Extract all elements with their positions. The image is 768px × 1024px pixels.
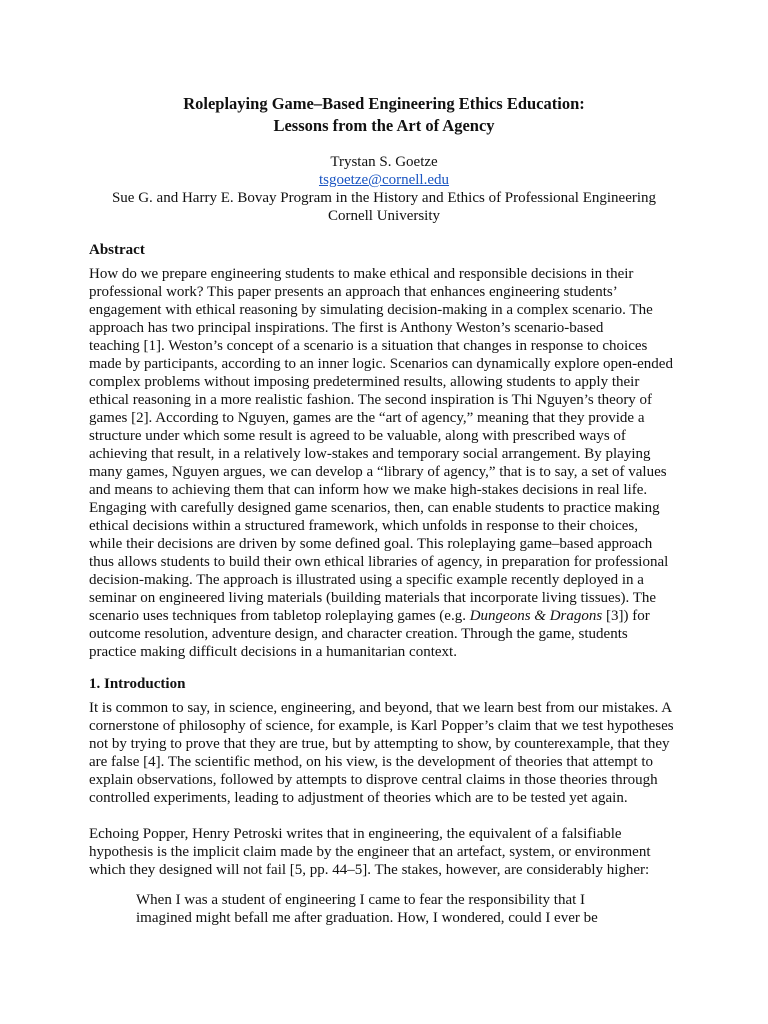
intro-line: not by trying to prove that they are true, but by attempting to show, by counterexample, that they (89, 736, 670, 752)
intro-line: It is common to say, in science, engineering, and beyond, that we learn best from our mistakes. A (89, 700, 673, 716)
abstract-line: games [2]. According to Nguyen, games are the “art of agency,” meaning that they provide a (89, 410, 645, 426)
abstract-line: engagement with ethical reasoning by simulating decision-making in a complex scenario. The (89, 302, 653, 318)
intro-line: cornerstone of philosophy of science, for example, is Karl Popper’s claim that we test hypotheses (89, 718, 674, 734)
abstract-line: achieving that result, in a relatively low-stakes and temporary social arrangement. By playing (89, 446, 651, 462)
abstract-line-post: [3]) for (602, 608, 650, 624)
game-title-italic: Dungeons & Dragons (469, 608, 603, 624)
abstract-line: Engaging with carefully designed game scenarios, then, can enable students to practice making (89, 500, 660, 516)
author-institution: Cornell University (327, 208, 441, 224)
author-email-wrap (0, 171, 768, 189)
block-quote (136, 891, 696, 927)
quote-line: imagined might befall me after graduation. How, I wondered, could I ever be (136, 910, 598, 926)
intro-line: hypothesis is the implicit claim made by the engineer that an artefact, system, or environment (89, 844, 651, 860)
intro-line: explain observations, followed by attempts to disprove central claims in those theories through (89, 772, 658, 788)
abstract-line: practice making difficult decisions in a humanitarian context. (89, 644, 457, 660)
intro-line: Echoing Popper, Henry Petroski writes that in engineering, the equivalent of a falsifiable (89, 826, 622, 842)
abstract-line: How do we prepare engineering students to make ethical and responsible decisions in their (89, 266, 634, 282)
abstract-body (89, 265, 689, 661)
introduction-paragraph-2 (89, 825, 689, 879)
author-name: Trystan S. Goetze (330, 154, 438, 170)
intro-line: are false [4]. The scientific method, on his view, is the development of theories that attempt to (89, 754, 654, 770)
abstract-line: complex problems without imposing predetermined results, allowing students to apply their (89, 374, 640, 390)
abstract-line: and means to achieving them that can inform how we make high-stakes decisions in real life. (89, 482, 648, 498)
quote-line: When I was a student of engineering I came to fear the responsibility that I (136, 892, 586, 908)
author-affiliation: Sue G. and Harry E. Bovay Program in the History and Ethics of Professional Engineering (111, 190, 657, 206)
abstract-line: ethical reasoning in a more realistic fashion. The second inspiration is Thi Nguyen’s theory of (89, 392, 653, 408)
abstract-line: structure under which some result is agreed to be valuable, along with prescribed ways of (89, 428, 626, 444)
abstract-heading: Abstract (89, 242, 145, 258)
abstract-line: ethical decisions within a structured framework, which unfolds in response to their choices, (89, 518, 639, 534)
abstract-line-pre: scenario uses techniques from tabletop roleplaying games (e.g. (89, 608, 470, 624)
abstract-line: thus allows students to build their own ethical libraries of agency, in preparation for professional (89, 554, 669, 570)
abstract-line: professional work? This paper presents an approach that enhances engineering students’ (89, 284, 618, 300)
abstract-line: approach has two principal inspirations. The first is Anthony Weston’s scenario-based (89, 320, 604, 336)
paper-title-line-2: Lessons from the Art of Agency (273, 116, 495, 135)
abstract-line: while their decisions are driven by some defined goal. This roleplaying game–based approach (89, 536, 653, 552)
abstract-line-with-italic (89, 607, 689, 625)
abstract-line: outcome resolution, adventure design, and character creation. Through the game, students (89, 626, 628, 642)
introduction-heading: 1. Introduction (89, 676, 186, 692)
intro-line: which they designed will not fail [5, pp. 44–5]. The stakes, however, are considerably higher: (89, 862, 650, 878)
abstract-line: many games, Nguyen argues, we can develop a “library of agency,” that is to say, a set of values (89, 464, 667, 480)
abstract-line: teaching [1]. Weston’s concept of a scenario is a situation that changes in response to choices (89, 338, 648, 354)
abstract-line: decision-making. The approach is illustrated using a specific example recently deployed in a (89, 572, 644, 588)
abstract-line: seminar on engineered living materials (building materials that incorporate living tissues). The (89, 590, 657, 606)
introduction-paragraph-1 (89, 699, 689, 807)
intro-line: controlled experiments, leading to adjustment of theories which are to be tested yet again. (89, 790, 628, 806)
abstract-line: made by participants, according to an inner logic. Scenarios can dynamically explore open-ended (89, 356, 673, 372)
paper-title-line-1: Roleplaying Game–Based Engineering Ethics Education: (183, 94, 585, 113)
author-email-link[interactable]: tsgoetze@cornell.edu (318, 172, 449, 188)
